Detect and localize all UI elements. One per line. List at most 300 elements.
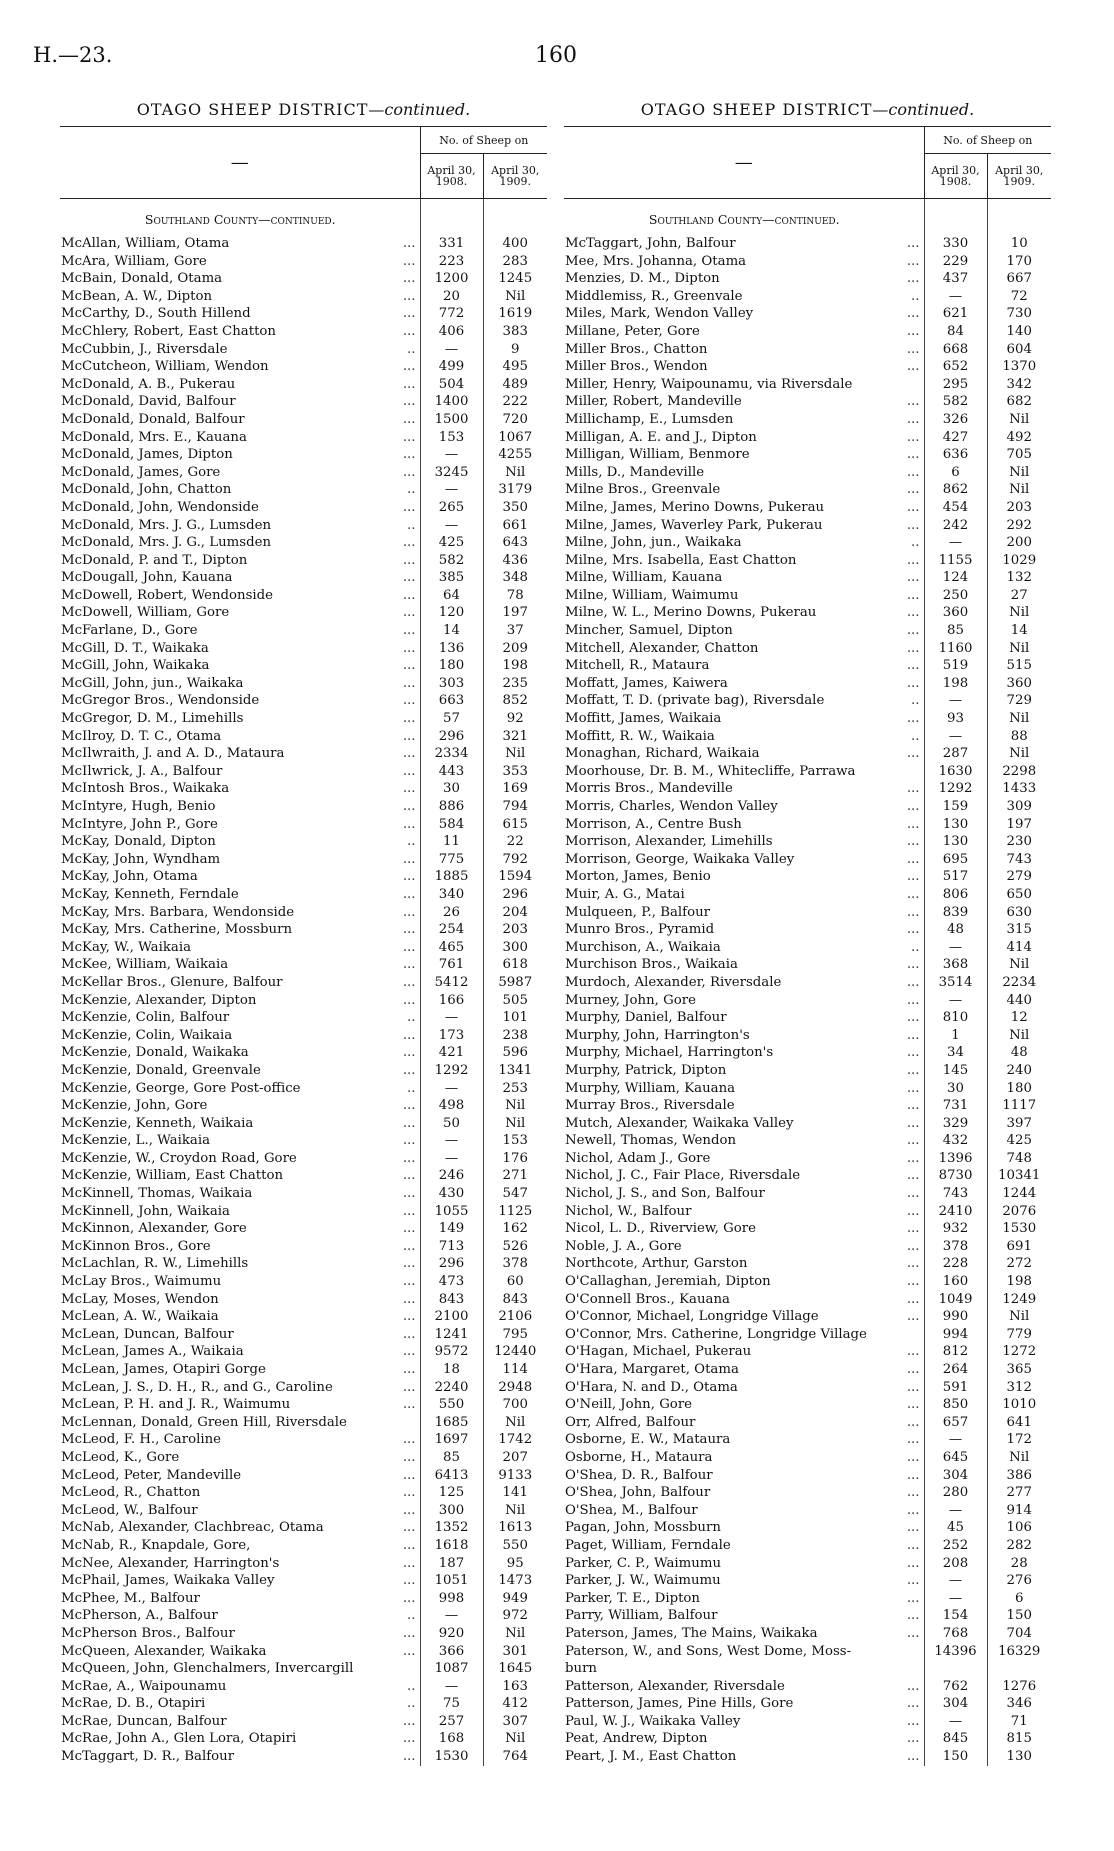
owner-cell (60, 1132, 420, 1150)
sheep-1909-cell: 163 (483, 1678, 547, 1696)
owner-cell (564, 235, 924, 253)
sheep-1909-cell: 667 (987, 270, 1051, 288)
owner-cell (564, 1484, 924, 1502)
sheep-1908-cell: 173 (420, 1027, 483, 1045)
owner-name: Muir, A. G., Matai (565, 886, 685, 902)
table-row (564, 1009, 1051, 1027)
owner-cell (60, 587, 420, 605)
leader-dots: ... (906, 1485, 920, 1501)
leader-dots: .. (407, 1010, 416, 1026)
sheep-1909-cell: 700 (483, 1396, 547, 1414)
sheep-1908-cell: 257 (420, 1713, 483, 1731)
owner-cell (60, 710, 420, 728)
table-row (564, 1502, 1051, 1520)
sheep-1908-cell: 772 (420, 305, 483, 323)
leader-dots: ... (402, 253, 416, 269)
owner-cell (564, 1467, 924, 1485)
table-row (60, 288, 547, 306)
leader-dots: ... (906, 323, 920, 339)
owner-cell (564, 921, 924, 939)
table-row (564, 1572, 1051, 1590)
sheep-1908-cell: 125 (420, 1484, 483, 1502)
sheep-1909-cell: 360 (987, 675, 1051, 693)
leader-dots: ... (906, 464, 920, 480)
sheep-1908-cell: 1 (924, 1027, 987, 1045)
table-row (564, 517, 1051, 535)
owner-name: McBain, Donald, Otama (61, 271, 223, 287)
owner-name: Morton, James, Benio (565, 869, 711, 885)
leader-dots: ... (402, 693, 416, 709)
table-row (564, 1097, 1051, 1115)
sheep-1908-cell: 85 (924, 622, 987, 640)
sheep-1909-cell: 9 (483, 341, 547, 359)
sheep-1909-cell: 14 (987, 622, 1051, 640)
table-row (564, 358, 1051, 376)
table-row (564, 816, 1051, 834)
owner-cell (60, 534, 420, 552)
leader-dots: ... (402, 1397, 416, 1413)
sheep-1909-cell: 197 (987, 816, 1051, 834)
owner-name: McPhail, James, Waikaka Valley (61, 1573, 275, 1589)
table-row (60, 1713, 547, 1731)
sheep-1909-cell: 412 (483, 1695, 547, 1713)
owner-name: O'Callaghan, Jeremiah, Dipton (565, 1274, 771, 1290)
owner-cell (564, 1185, 924, 1203)
owner-name: McNab, Alexander, Clachbreac, Otama (61, 1520, 324, 1536)
leader-dots: ... (402, 728, 416, 744)
owner-cell (564, 323, 924, 341)
table-row (60, 1115, 547, 1133)
owner-cell (564, 1431, 924, 1449)
owner-name: Morrison, Alexander, Limehills (565, 834, 773, 850)
owner-cell (564, 1519, 924, 1537)
table-row (564, 1431, 1051, 1449)
table-row (60, 1695, 547, 1713)
sheep-1908-cell: 430 (420, 1185, 483, 1203)
owner-name: McGregor, D. M., Limehills (61, 711, 244, 727)
table-row (60, 1308, 547, 1326)
sheep-1909-cell: 71 (987, 1713, 1051, 1731)
owner-name: Moorhouse, Dr. B. M., Whitecliffe, Parrawa (565, 763, 856, 779)
owner-name: Northcote, Arthur, Garston (565, 1256, 748, 1272)
sheep-1908-cell: 2100 (420, 1308, 483, 1326)
owner-cell (564, 1220, 924, 1238)
sheep-1909-cell: Nil (987, 710, 1051, 728)
sheep-1908-cell: 264 (924, 1361, 987, 1379)
owner-cell (564, 816, 924, 834)
table-row (60, 323, 547, 341)
owner-cell (564, 1502, 924, 1520)
table-row (564, 992, 1051, 1010)
sheep-1908-cell: 465 (420, 939, 483, 957)
owner-cell (564, 1080, 924, 1098)
owner-cell (60, 1027, 420, 1045)
sheep-1908-cell: 504 (420, 376, 483, 394)
sheep-1908-cell: 223 (420, 253, 483, 271)
leader-dots: ... (906, 974, 920, 990)
owner-cell (564, 1537, 924, 1555)
sheep-1909-cell: 425 (987, 1132, 1051, 1150)
owner-cell (564, 341, 924, 359)
owner-name: McKinnon Bros., Gore (61, 1238, 211, 1254)
table-row (564, 622, 1051, 640)
table-row (564, 1203, 1051, 1221)
owner-name: McKay, W., Waikaia (61, 939, 192, 955)
owner-name: O'Connor, Mrs. Catherine, Longridge Village (565, 1326, 867, 1342)
table-row (60, 1220, 547, 1238)
leader-dots: ... (402, 376, 416, 392)
table-row (60, 1643, 547, 1661)
owner-name: Middlemiss, R., Greenvale (565, 288, 743, 304)
sheep-1909-cell: 150 (987, 1607, 1051, 1625)
leader-dots: ... (402, 552, 416, 568)
table-row (564, 464, 1051, 482)
leader-dots: ... (906, 1379, 920, 1395)
owner-cell (60, 1009, 420, 1027)
owner-name: McRae, A., Waipounamu (61, 1678, 227, 1694)
owner-cell (564, 1572, 924, 1590)
owner-name: McPherson Bros., Balfour (61, 1625, 235, 1641)
leader-dots: ... (906, 253, 920, 269)
sheep-1909-cell: 661 (483, 517, 547, 535)
table-row (564, 1519, 1051, 1537)
owner-cell (60, 1062, 420, 1080)
sheep-1908-cell: 498 (420, 1097, 483, 1115)
leader-dots: ... (402, 1098, 416, 1114)
owner-name: McLean, James, Otapiri Gorge (61, 1362, 266, 1377)
table-row (60, 886, 547, 904)
owner-name: McKenzie, Colin, Balfour (61, 1010, 230, 1026)
table-row (564, 868, 1051, 886)
leader-dots: ... (402, 816, 416, 832)
owner-name: Mulqueen, P., Balfour (565, 904, 710, 920)
owner-cell (564, 1238, 924, 1256)
table-row (60, 393, 547, 411)
sheep-1909-cell: 296 (483, 886, 547, 904)
table-row (60, 1273, 547, 1291)
leader-dots: ... (906, 1062, 920, 1078)
table-row (564, 886, 1051, 904)
table-row (564, 1713, 1051, 1731)
table-row (564, 411, 1051, 429)
sheep-1908-cell: 340 (420, 886, 483, 904)
sheep-1908-cell: — (420, 517, 483, 535)
leader-dots: ... (402, 499, 416, 515)
table-row (60, 1255, 547, 1273)
owner-cell (60, 1607, 420, 1625)
owner-cell (60, 552, 420, 570)
owner-name: Morris, Charles, Wendon Valley (565, 799, 778, 814)
owner-name: Patterson, James, Pine Hills, Gore (565, 1696, 794, 1712)
owner-cell (60, 657, 420, 675)
owner-name: Milne Bros., Greenvale (565, 482, 721, 498)
leader-dots: ... (402, 781, 416, 797)
table-row (564, 1115, 1051, 1133)
leader-dots: .. (407, 517, 416, 533)
sheep-1908-cell: 843 (420, 1291, 483, 1309)
sheep-1909-cell: Nil (483, 1625, 547, 1643)
owner-name: Murphy, Daniel, Balfour (565, 1010, 727, 1026)
owner-name: McDonald, P. and T., Dipton (61, 552, 248, 568)
sheep-1908-cell: 775 (420, 851, 483, 869)
owner-cell (60, 393, 420, 411)
table-row (60, 728, 547, 746)
leader-dots: ... (402, 1326, 416, 1342)
leader-dots: ... (402, 1537, 416, 1553)
owner-cell (564, 411, 924, 429)
table-row (60, 1555, 547, 1573)
sheep-1908-cell: 252 (924, 1537, 987, 1555)
owner-name: McLeod, Peter, Mandeville (61, 1467, 242, 1483)
sheep-1909-cell: 397 (987, 1115, 1051, 1133)
leader-dots: ... (402, 1502, 416, 1518)
right-column-title: OTAGO SHEEP DISTRICT—continued. (640, 100, 975, 119)
owner-name: Parker, J. W., Waimumu (565, 1573, 721, 1589)
owner-cell (564, 939, 924, 957)
sheep-1908-cell: — (420, 1607, 483, 1625)
sheep-1909-cell: 271 (483, 1167, 547, 1185)
sheep-1908-cell: 120 (420, 604, 483, 622)
sheep-1909-cell: 1613 (483, 1519, 547, 1537)
sheep-1908-cell: 695 (924, 851, 987, 869)
sheep-1908-cell: 250 (924, 587, 987, 605)
sheep-1909-cell: 505 (483, 992, 547, 1010)
leader-dots: ... (402, 1749, 416, 1765)
table-row (60, 341, 547, 359)
owner-cell (564, 253, 924, 271)
leader-dots: ... (906, 711, 920, 727)
leader-dots: ... (906, 1449, 920, 1465)
owner-name: Milne, James, Merino Downs, Pukerau (565, 499, 825, 515)
owner-name: McLean, P. H. and J. R., Waimumu (61, 1397, 291, 1413)
sheep-1909-cell: 1645 (483, 1660, 547, 1678)
table-row (564, 710, 1051, 728)
table-row (60, 411, 547, 429)
table-row (60, 552, 547, 570)
leader-dots: ... (402, 675, 416, 691)
owner-name: Morris Bros., Mandeville (565, 781, 733, 797)
sheep-1908-cell: 280 (924, 1484, 987, 1502)
sheep-1909-cell: 10 (987, 235, 1051, 253)
leader-dots: ... (906, 799, 920, 814)
owner-name: O'Connell Bros., Kauana (565, 1291, 730, 1307)
owner-cell (60, 1555, 420, 1573)
leader-dots: ... (906, 1573, 920, 1589)
owner-cell (60, 341, 420, 359)
leader-dots: ... (906, 992, 920, 1008)
owner-cell (564, 868, 924, 886)
owner-name: McTaggart, John, Balfour (565, 236, 736, 251)
owner-name: McLean, A. W., Waikaia (61, 1309, 219, 1325)
table-row (60, 868, 547, 886)
sheep-1909-cell: 730 (987, 305, 1051, 323)
owner-name: McLay Bros., Waimumu (61, 1274, 222, 1290)
sheep-1908-cell: 1685 (420, 1414, 483, 1432)
leader-dots: ... (906, 781, 920, 797)
owner-name: Milne, James, Waverley Park, Pukerau (565, 517, 823, 533)
table-row (60, 657, 547, 675)
owner-cell (60, 1484, 420, 1502)
owner-name: McKenzie, Colin, Waikaia (61, 1027, 233, 1043)
sheep-1908-cell: — (420, 1080, 483, 1098)
table-row (564, 851, 1051, 869)
table-row (564, 552, 1051, 570)
right-section-heading: Southland County—continued. (648, 212, 840, 227)
owner-cell (60, 1185, 420, 1203)
sheep-1909-cell: 792 (483, 851, 547, 869)
leader-dots: ... (906, 1203, 920, 1219)
owner-name: Millane, Peter, Gore (565, 323, 700, 339)
sheep-1908-cell: 34 (924, 1044, 987, 1062)
sheep-1909-cell: 1473 (483, 1572, 547, 1590)
table-row (60, 1097, 547, 1115)
sheep-1909-cell: 315 (987, 921, 1051, 939)
sheep-1909-cell: 16329 (987, 1643, 1051, 1661)
sheep-1908-cell: 768 (924, 1625, 987, 1643)
owner-name: McLean, J. S., D. H., R., and G., Caroline (61, 1379, 333, 1395)
owner-cell (564, 1132, 924, 1150)
owner-cell (564, 1343, 924, 1361)
owner-cell (60, 1643, 420, 1661)
sheep-1909-cell: 1530 (987, 1220, 1051, 1238)
leader-dots: ... (906, 359, 920, 375)
table-row (60, 1044, 547, 1062)
leader-dots: ... (906, 922, 920, 938)
leader-dots: ... (906, 482, 920, 498)
owner-cell (564, 745, 924, 763)
sheep-1908-cell: 296 (420, 728, 483, 746)
owner-name: Peat, Andrew, Dipton (565, 1731, 708, 1747)
leader-dots: ... (906, 1432, 920, 1448)
sheep-1908-cell: 657 (924, 1414, 987, 1432)
sheep-1909-cell: 198 (987, 1273, 1051, 1291)
owner-cell (564, 1678, 924, 1696)
leader-dots: ... (906, 869, 920, 885)
sheep-1909-cell: Nil (987, 481, 1051, 499)
owner-cell (564, 1695, 924, 1713)
sheep-1909-cell: 101 (483, 1009, 547, 1027)
leader-dots: ... (402, 922, 416, 938)
sheep-1908-cell: 136 (420, 640, 483, 658)
leader-dots: ... (402, 1713, 416, 1729)
sheep-1909-cell: 170 (987, 253, 1051, 271)
sheep-1908-cell: 1155 (924, 552, 987, 570)
sheep-1909-cell (987, 1660, 1051, 1678)
sheep-1909-cell: 353 (483, 763, 547, 781)
table-row (564, 1062, 1051, 1080)
owner-name: McIlwraith, J. and A. D., Mataura (61, 746, 285, 762)
sheep-1908-cell: 1530 (420, 1748, 483, 1766)
sheep-1908-cell: 378 (924, 1238, 987, 1256)
owner-cell (564, 569, 924, 587)
leader-dots: ... (402, 605, 416, 621)
sheep-1909-cell: 705 (987, 446, 1051, 464)
sheep-1909-cell: 37 (483, 622, 547, 640)
owner-name: Milligan, William, Benmore (565, 447, 750, 463)
table-row (60, 1396, 547, 1414)
table-row (60, 1484, 547, 1502)
sheep-1908-cell: 385 (420, 569, 483, 587)
leader-dots: ... (402, 799, 416, 814)
sheep-1909-cell: 238 (483, 1027, 547, 1045)
table-row (60, 1519, 547, 1537)
owner-name: Murray Bros., Riversdale (565, 1098, 735, 1114)
sheep-1908-cell: — (420, 341, 483, 359)
table-row (564, 499, 1051, 517)
table-row (60, 1027, 547, 1045)
sheep-1908-cell: — (420, 1150, 483, 1168)
sheep-1908-cell: 810 (924, 1009, 987, 1027)
leader-dots: ... (402, 851, 416, 867)
sheep-1909-cell: 12440 (483, 1343, 547, 1361)
table-row (564, 1730, 1051, 1748)
sheep-1908-cell: 761 (420, 956, 483, 974)
sheep-1908-cell: 2240 (420, 1379, 483, 1397)
table-row (60, 1431, 547, 1449)
owner-cell (564, 1414, 924, 1432)
sheep-1909-cell: Nil (483, 1502, 547, 1520)
sheep-1909-cell: 301 (483, 1643, 547, 1661)
owner-name: McPherson, A., Balfour (61, 1608, 218, 1624)
leader-dots: ... (402, 1555, 416, 1571)
table-row (60, 1009, 547, 1027)
table-row (60, 1132, 547, 1150)
owner-name: McKenzie, John, Gore (61, 1098, 208, 1114)
leader-dots: ... (402, 1186, 416, 1202)
owner-name: Menzies, D. M., Dipton (565, 271, 720, 287)
sheep-1909-cell: 1249 (987, 1291, 1051, 1309)
sheep-1908-cell: 850 (924, 1396, 987, 1414)
owner-cell (60, 1396, 420, 1414)
sheep-1909-cell: 72 (987, 288, 1051, 306)
sheep-1908-cell: 812 (924, 1343, 987, 1361)
owner-name: Mitchell, Alexander, Chatton (565, 640, 759, 656)
leader-dots: ... (402, 957, 416, 973)
sheep-1909-cell: 348 (483, 569, 547, 587)
table-row (564, 728, 1051, 746)
owner-name: Orr, Alfred, Balfour (565, 1414, 696, 1430)
sheep-1908-cell: 2410 (924, 1203, 987, 1221)
sheep-1909-cell: 28 (987, 1555, 1051, 1573)
sheep-1909-cell: 1010 (987, 1396, 1051, 1414)
leader-dots: ... (402, 904, 416, 920)
leader-dots: ... (906, 816, 920, 832)
leader-dots: ... (906, 341, 920, 357)
sheep-1908-cell: 582 (420, 552, 483, 570)
sheep-1909-cell: 720 (483, 411, 547, 429)
sheep-1908-cell: 5412 (420, 974, 483, 992)
sheep-1908-cell: 1241 (420, 1326, 483, 1344)
owner-name: O'Connor, Michael, Longridge Village (565, 1309, 819, 1325)
sheep-1908-cell: 499 (420, 358, 483, 376)
owner-cell (564, 904, 924, 922)
leader-dots: ... (906, 552, 920, 568)
leader-dots: ... (906, 904, 920, 920)
sheep-1908-cell: 1055 (420, 1203, 483, 1221)
sheep-1908-cell: 45 (924, 1519, 987, 1537)
leader-dots: ... (906, 1256, 920, 1272)
owner-cell (60, 939, 420, 957)
sheep-1909-cell: 643 (483, 534, 547, 552)
owner-cell (60, 1537, 420, 1555)
leader-dots: ... (906, 1080, 920, 1096)
table-row (564, 1678, 1051, 1696)
owner-name: Milne, Mrs. Isabella, East Chatton (565, 552, 797, 568)
table-row (564, 1555, 1051, 1573)
left-column-title: OTAGO SHEEP DISTRICT—continued. (136, 100, 471, 119)
table-row (564, 1185, 1051, 1203)
owner-name: McDonald, James, Gore (61, 464, 221, 480)
